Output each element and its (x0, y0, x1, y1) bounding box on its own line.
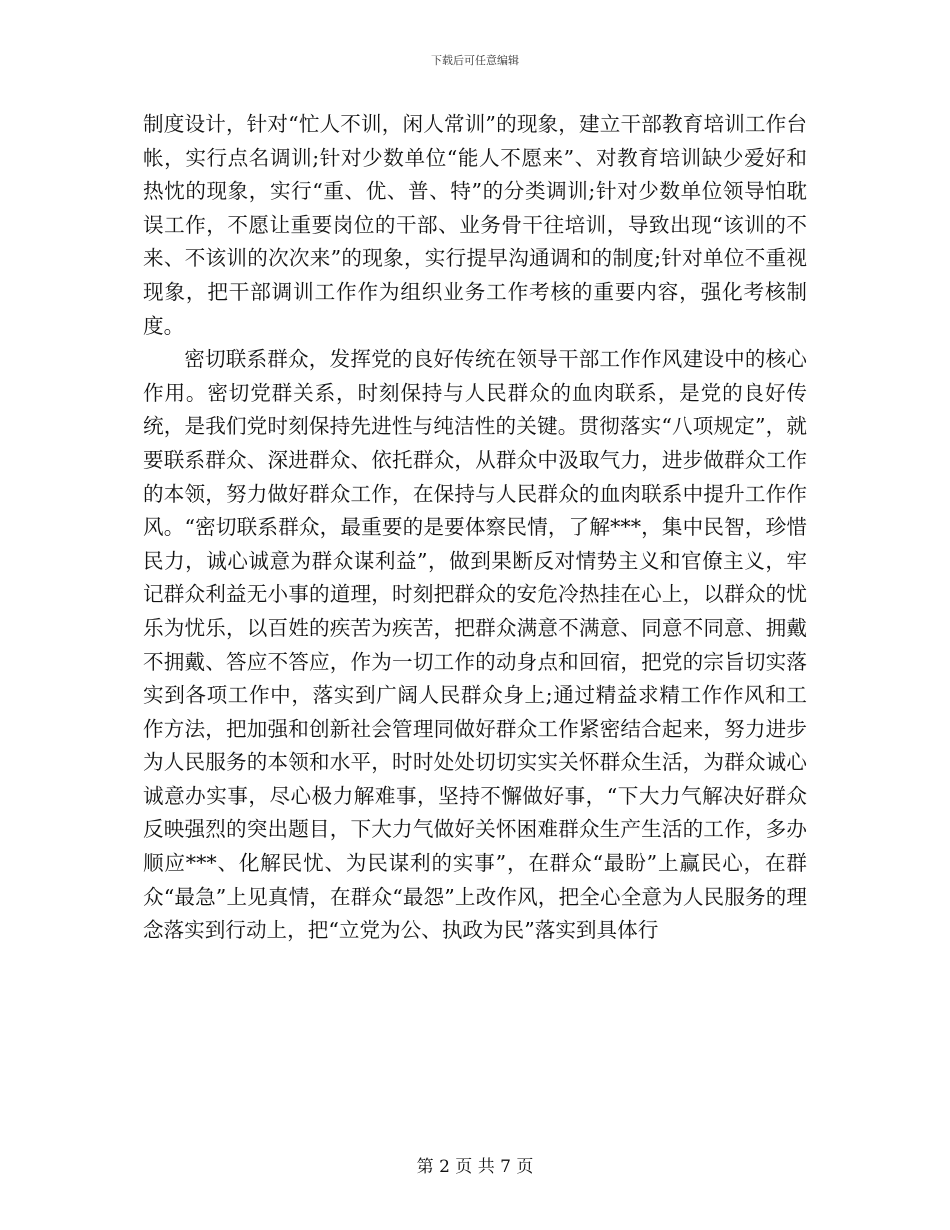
page-number: 第 2 页 共 7 页 (416, 1157, 534, 1177)
document-body (143, 108, 807, 948)
paragraph-continued: 制度设计，针对“忙人不训，闲人常训”的现象，建立干部教育培训工作台帐，实行点名调训;针对少数单位“能人不愿来”、对教育培训缺少爱好和热忱的现象，实行“重、优、普、特”的分类调训;针对少数单位领导怕耽误工作，不愿让重要岗位的干部、业务骨干往培训，导致出现“该训的不来、不该训的次次来”的现象，实行提早沟通调和的制度;针对单位不重视现象，把干部调训工作作为组织业务工作考核的重要内容，强化考核制度。 (143, 112, 807, 338)
paragraph-contact-masses: 密切联系群众，发挥党的良好传统在领导干部工作作风建设中的核心作用。密切党群关系，时刻保持与人民群众的血肉联系，是党的良好传统，是我们党时刻保持先进性与纯洁性的关键。贯彻落实“八项规定”，就要联系群众、深进群众、依托群众，从群众中汲取气力，进步做群众工作的本领，努力做好群众工作，在保持与人民群众的血肉联系中提升工作作风。“密切联系群众，最重要的是要体察民情，了解***，集中民智，珍惜民力，诚心诚意为群众谋利益”，做到果断反对情势主义和官僚主义，牢记群众利益无小事的道理，时刻把群众的安危冷热挂在心上，以群众的忧乐为忧乐，以百姓的疾苦为疾苦，把群众满意不满意、同意不同意、拥戴不拥戴、答应不答应，作为一切工作的动身点和回宿，把党的宗旨切实落实到各项工作中，落实到广阔人民群众身上;通过精益求精工作作风和工作方法，把加强和创新社会管理同做好群众工作紧密结合起来，努力进步为人民服务的本领和水平，时时处处切切实实关怀群众生活，为群众诚心诚意办实事，尽心极力解难事，坚持不懈做好事，“下大力气解决好群众反映强烈的突出题目，下大力气做好关怀困难群众生产生活的工作，多办顺应***、化解民忧、为民谋利的实事”，在群众“最盼”上赢民心，在群众“最急”上见真情，在群众“最怨”上改作风，把全心全意为人民服务的理念落实到行动上，把“立党为公、执政为民”落实到具体行 (143, 347, 807, 943)
page-header: 下载后可任意编辑 (431, 54, 519, 67)
